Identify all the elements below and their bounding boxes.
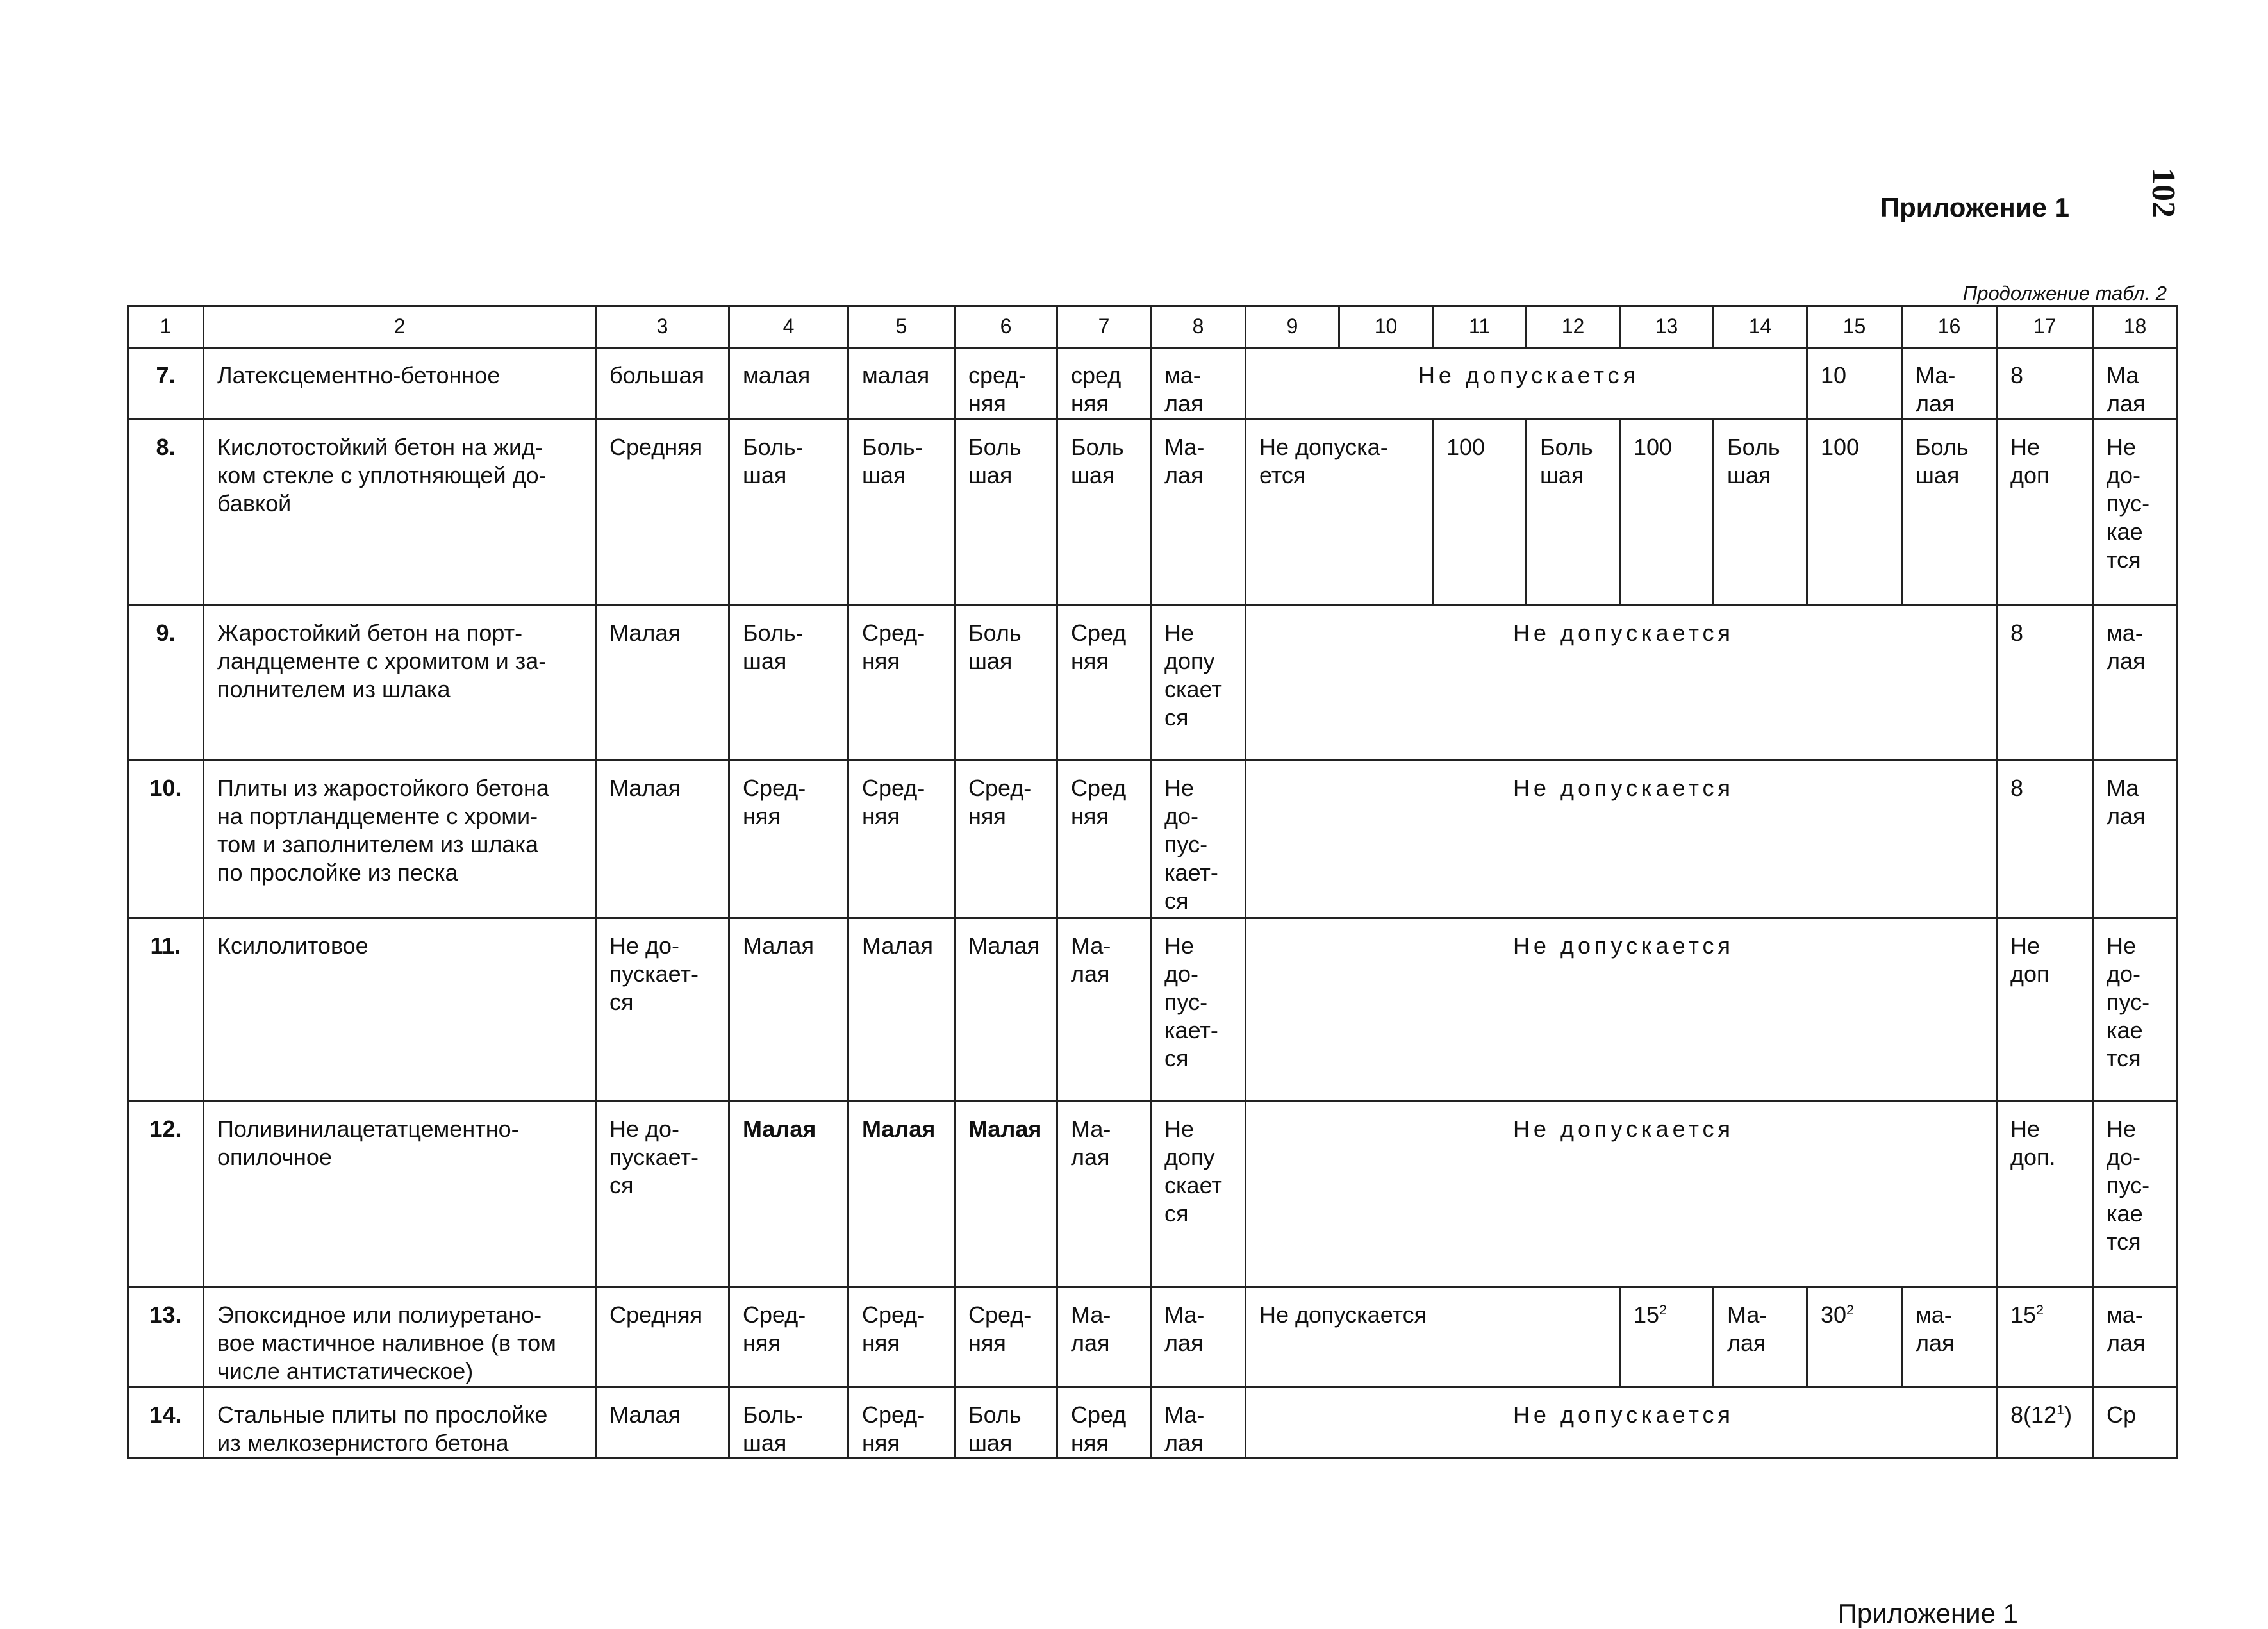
cell-value: 8(12 xyxy=(2010,1402,2057,1428)
cell: Ма- лая xyxy=(1151,1387,1246,1459)
cell: Малая xyxy=(955,1102,1057,1287)
cell: Ма лая xyxy=(2093,348,2178,420)
cell: Сред- няя xyxy=(848,606,955,761)
table-row xyxy=(128,761,2178,918)
table-continued-label: Продолжение табл. 2 xyxy=(1962,282,2167,304)
row-number: 8. xyxy=(128,420,204,606)
cell: Сред- няя xyxy=(848,1287,955,1387)
row-number: 12. xyxy=(128,1102,204,1287)
row-number: 11. xyxy=(128,918,204,1102)
cell: Малая xyxy=(955,918,1057,1102)
col-header: 13 xyxy=(1620,306,1714,348)
footnote-mark: 2 xyxy=(2036,1302,2044,1318)
row-number: 7. xyxy=(128,348,204,420)
cell-value-suffix: ) xyxy=(2064,1402,2073,1428)
cell: Не доп xyxy=(1997,420,2093,606)
cell: Не до- пус- кает- ся xyxy=(1151,918,1246,1102)
footer-appendix-label: Приложение 1 xyxy=(1837,1598,2018,1628)
row-number: 10. xyxy=(128,761,204,918)
cell: Боль шая xyxy=(1527,420,1620,606)
cell: Боль- шая xyxy=(729,420,848,606)
cell: Малая xyxy=(596,761,729,918)
col-header: 10 xyxy=(1339,306,1433,348)
cell: Не до- пус- кае тся xyxy=(2093,918,2178,1102)
material-name: Жаростойкий бетон на порт- ландцементе с хромитом и за- полнителем из шлака xyxy=(204,606,596,761)
cell: Средняя xyxy=(596,1287,729,1387)
cell: 100 xyxy=(1433,420,1527,606)
cell: Боль шая xyxy=(955,420,1057,606)
cell: Малая xyxy=(596,606,729,761)
cell: Ма лая xyxy=(2093,761,2178,918)
cell xyxy=(1997,1287,2093,1387)
cell: Ср xyxy=(2093,1387,2178,1459)
col-header: 6 xyxy=(955,306,1057,348)
cell: Малая xyxy=(729,918,848,1102)
col-header: 2 xyxy=(204,306,596,348)
cell: Ма- лая xyxy=(1902,348,1997,420)
properties-table xyxy=(127,305,2178,1459)
cell: Не до- пускает- ся xyxy=(596,918,729,1102)
footnote-mark: 1 xyxy=(2057,1402,2065,1418)
cell: малая xyxy=(848,348,955,420)
cell: Боль шая xyxy=(955,606,1057,761)
table-row xyxy=(128,1102,2178,1287)
cell: Сред- няя xyxy=(955,761,1057,918)
cell: Боль шая xyxy=(1714,420,1807,606)
table-row xyxy=(128,1387,2178,1459)
cell: Ма- лая xyxy=(1057,918,1151,1102)
cell: 8 xyxy=(1997,348,2093,420)
material-name: Кислотостойкий бетон на жид- ком стекле с уплотняющей до- бавкой xyxy=(204,420,596,606)
cell: ма- лая xyxy=(1902,1287,1997,1387)
cell: Не до- пускает- ся xyxy=(596,1102,729,1287)
cell: Ма- лая xyxy=(1057,1287,1151,1387)
material-name: Поливинилацетатцементно- опилочное xyxy=(204,1102,596,1287)
col-header: 12 xyxy=(1527,306,1620,348)
col-header: 4 xyxy=(729,306,848,348)
cell: Малая xyxy=(848,918,955,1102)
cell: Боль шая xyxy=(955,1387,1057,1459)
cell: Боль- шая xyxy=(729,1387,848,1459)
cell: Малая xyxy=(596,1387,729,1459)
material-name: Ксилолитовое xyxy=(204,918,596,1102)
merged-not-allowed-cell: Не допускается xyxy=(1246,1387,1997,1459)
merged-not-allowed-cell: Не допускается xyxy=(1246,1287,1620,1387)
table-row xyxy=(128,1287,2178,1387)
col-header: 1 xyxy=(128,306,204,348)
cell: Боль- шая xyxy=(729,606,848,761)
cell-value: 30 xyxy=(1821,1302,1847,1328)
cell: Средняя xyxy=(596,420,729,606)
cell: 10 xyxy=(1807,348,1902,420)
cell: 100 xyxy=(1807,420,1902,606)
table-row xyxy=(128,606,2178,761)
material-name: Плиты из жаростойкого бетона на портландцементе с хроми- том и заполнителем из шлака по прослойке из песка xyxy=(204,761,596,918)
cell: сред няя xyxy=(1057,348,1151,420)
cell: Боль шая xyxy=(1057,420,1151,606)
material-name: Латексцементно-бетонное xyxy=(204,348,596,420)
cell-value: 15 xyxy=(2010,1302,2037,1328)
cell: Сред- няя xyxy=(955,1287,1057,1387)
cell: Не до- пус- кае тся xyxy=(2093,1102,2178,1287)
table-row xyxy=(128,918,2178,1102)
table-row xyxy=(128,420,2178,606)
cell: 8 xyxy=(1997,761,2093,918)
merged-not-allowed-cell: Не допускается xyxy=(1246,1102,1997,1287)
cell: Не доп. xyxy=(1997,1102,2093,1287)
cell: Малая xyxy=(848,1102,955,1287)
cell: Сред няя xyxy=(1057,1387,1151,1459)
cell: Боль шая xyxy=(1902,420,1997,606)
col-header: 15 xyxy=(1807,306,1902,348)
merged-not-allowed-cell: Не допускается xyxy=(1246,918,1997,1102)
cell: Сред- няя xyxy=(729,761,848,918)
cell: Сред- няя xyxy=(848,1387,955,1459)
appendix-title: Приложение 1 xyxy=(1880,192,2069,222)
cell: Боль- шая xyxy=(848,420,955,606)
cell xyxy=(1997,1387,2093,1459)
column-number-row xyxy=(128,306,2178,348)
col-header: 8 xyxy=(1151,306,1246,348)
cell: 8 xyxy=(1997,606,2093,761)
cell: Не допу скает ся xyxy=(1151,1102,1246,1287)
table-row xyxy=(128,348,2178,420)
col-header: 14 xyxy=(1714,306,1807,348)
row-number: 13. xyxy=(128,1287,204,1387)
merged-not-allowed-cell: Не допуска- ется xyxy=(1246,420,1433,606)
cell: Ма- лая xyxy=(1057,1102,1151,1287)
cell: Малая xyxy=(729,1102,848,1287)
cell: сред- няя xyxy=(955,348,1057,420)
cell: Сред няя xyxy=(1057,761,1151,918)
cell-value: 15 xyxy=(1634,1302,1660,1328)
cell: большая xyxy=(596,348,729,420)
cell: Не до- пус- кает- ся xyxy=(1151,761,1246,918)
page-number: 102 xyxy=(2145,168,2181,218)
cell xyxy=(1620,1287,1714,1387)
merged-not-allowed-cell: Не допускается xyxy=(1246,348,1807,420)
cell xyxy=(1807,1287,1902,1387)
col-header: 5 xyxy=(848,306,955,348)
col-header: 7 xyxy=(1057,306,1151,348)
cell: Сред- няя xyxy=(848,761,955,918)
col-header: 17 xyxy=(1997,306,2093,348)
footnote-mark: 2 xyxy=(1846,1302,1855,1318)
cell: 100 xyxy=(1620,420,1714,606)
cell: ма- лая xyxy=(2093,1287,2178,1387)
cell: Сред- няя xyxy=(729,1287,848,1387)
row-number: 9. xyxy=(128,606,204,761)
footnote-mark: 2 xyxy=(1659,1302,1668,1318)
material-name: Стальные плиты по прослойке из мелкозернистого бетона xyxy=(204,1387,596,1459)
merged-not-allowed-cell: Не допускается xyxy=(1246,761,1997,918)
row-number: 14. xyxy=(128,1387,204,1459)
material-name: Эпоксидное или полиуретано- вое мастичное наливное (в том числе антистатическое) xyxy=(204,1287,596,1387)
cell: Ма- лая xyxy=(1151,420,1246,606)
cell: ма- лая xyxy=(2093,606,2178,761)
cell: Ма- лая xyxy=(1714,1287,1807,1387)
cell: Не доп xyxy=(1997,918,2093,1102)
cell: Не до- пус- кае тся xyxy=(2093,420,2178,606)
col-header: 9 xyxy=(1246,306,1339,348)
cell: ма- лая xyxy=(1151,348,1246,420)
cell: Не допу скает ся xyxy=(1151,606,1246,761)
col-header: 11 xyxy=(1433,306,1527,348)
col-header: 16 xyxy=(1902,306,1997,348)
cell: Сред няя xyxy=(1057,606,1151,761)
col-header: 18 xyxy=(2093,306,2178,348)
cell: малая xyxy=(729,348,848,420)
cell: Ма- лая xyxy=(1151,1287,1246,1387)
col-header: 3 xyxy=(596,306,729,348)
merged-not-allowed-cell: Не допускается xyxy=(1246,606,1997,761)
